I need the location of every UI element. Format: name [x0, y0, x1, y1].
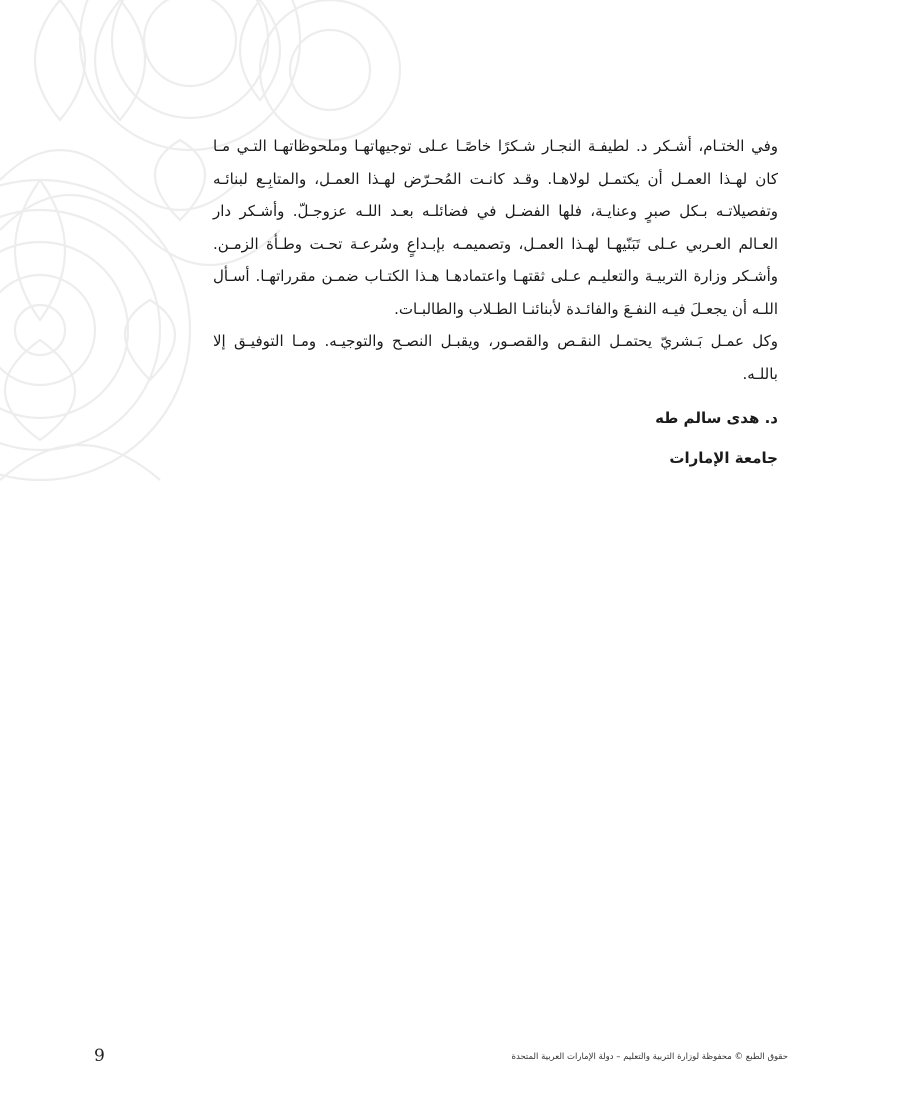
page-number: 9 — [94, 1046, 105, 1066]
signature-name: د. هدى سالم طه — [655, 409, 778, 427]
acknowledgement-paragraph-1: وفي الختـام، أشـكر د. لطيفـة النجـار شـكرًا خاصًـا عـلى توجيهاتهـا وملحوظاتهـا التـي مـا كان لهـذا العمـل أن يكتمـل لولاهـا. وقـد كانـت المُحـرّض لهـذا العمـل، والمتابِـع لبنائـه وتفصيلاتـه بـكل صبرٍ وعنايـة، فلها الفضـل في فضائلـه بعـد اللـه عزوجـلّ. وأشـكر دار العـالم العـربي عـلى تَبَنّيهـا لهـذا العمـل، وتصميمـه بإبـداعٍ وسُرعـة تحـت وطـأة الزمـن. وأشـكر وزارة التربيـة والتعليـم عـلى ثقتهـا واعتمادهـا هـذا الكتـاب ضمـن مقرراتهـا. أسـأل اللـه أن يجعـلَ فيـه النفـعَ والفائـدة لأبنائنـا الطـلاب والطالبـات. — [213, 137, 778, 318]
acknowledgement-section — [213, 130, 778, 470]
acknowledgement-paragraph-2: وكل عمـل بَـشريّ يحتمـل النقـص والقصـور، ويقبـل النصـح والتوجيـه. ومـا التوفيـق إلا باللـه. — [213, 332, 778, 383]
signature-affiliation: جامعة الإمارات — [669, 449, 778, 467]
copyright-footer: حقوق الطبع © محفوظة لوزارة التربية والتعليم – دولة الإمارات العربية المتحدة — [511, 1052, 788, 1062]
